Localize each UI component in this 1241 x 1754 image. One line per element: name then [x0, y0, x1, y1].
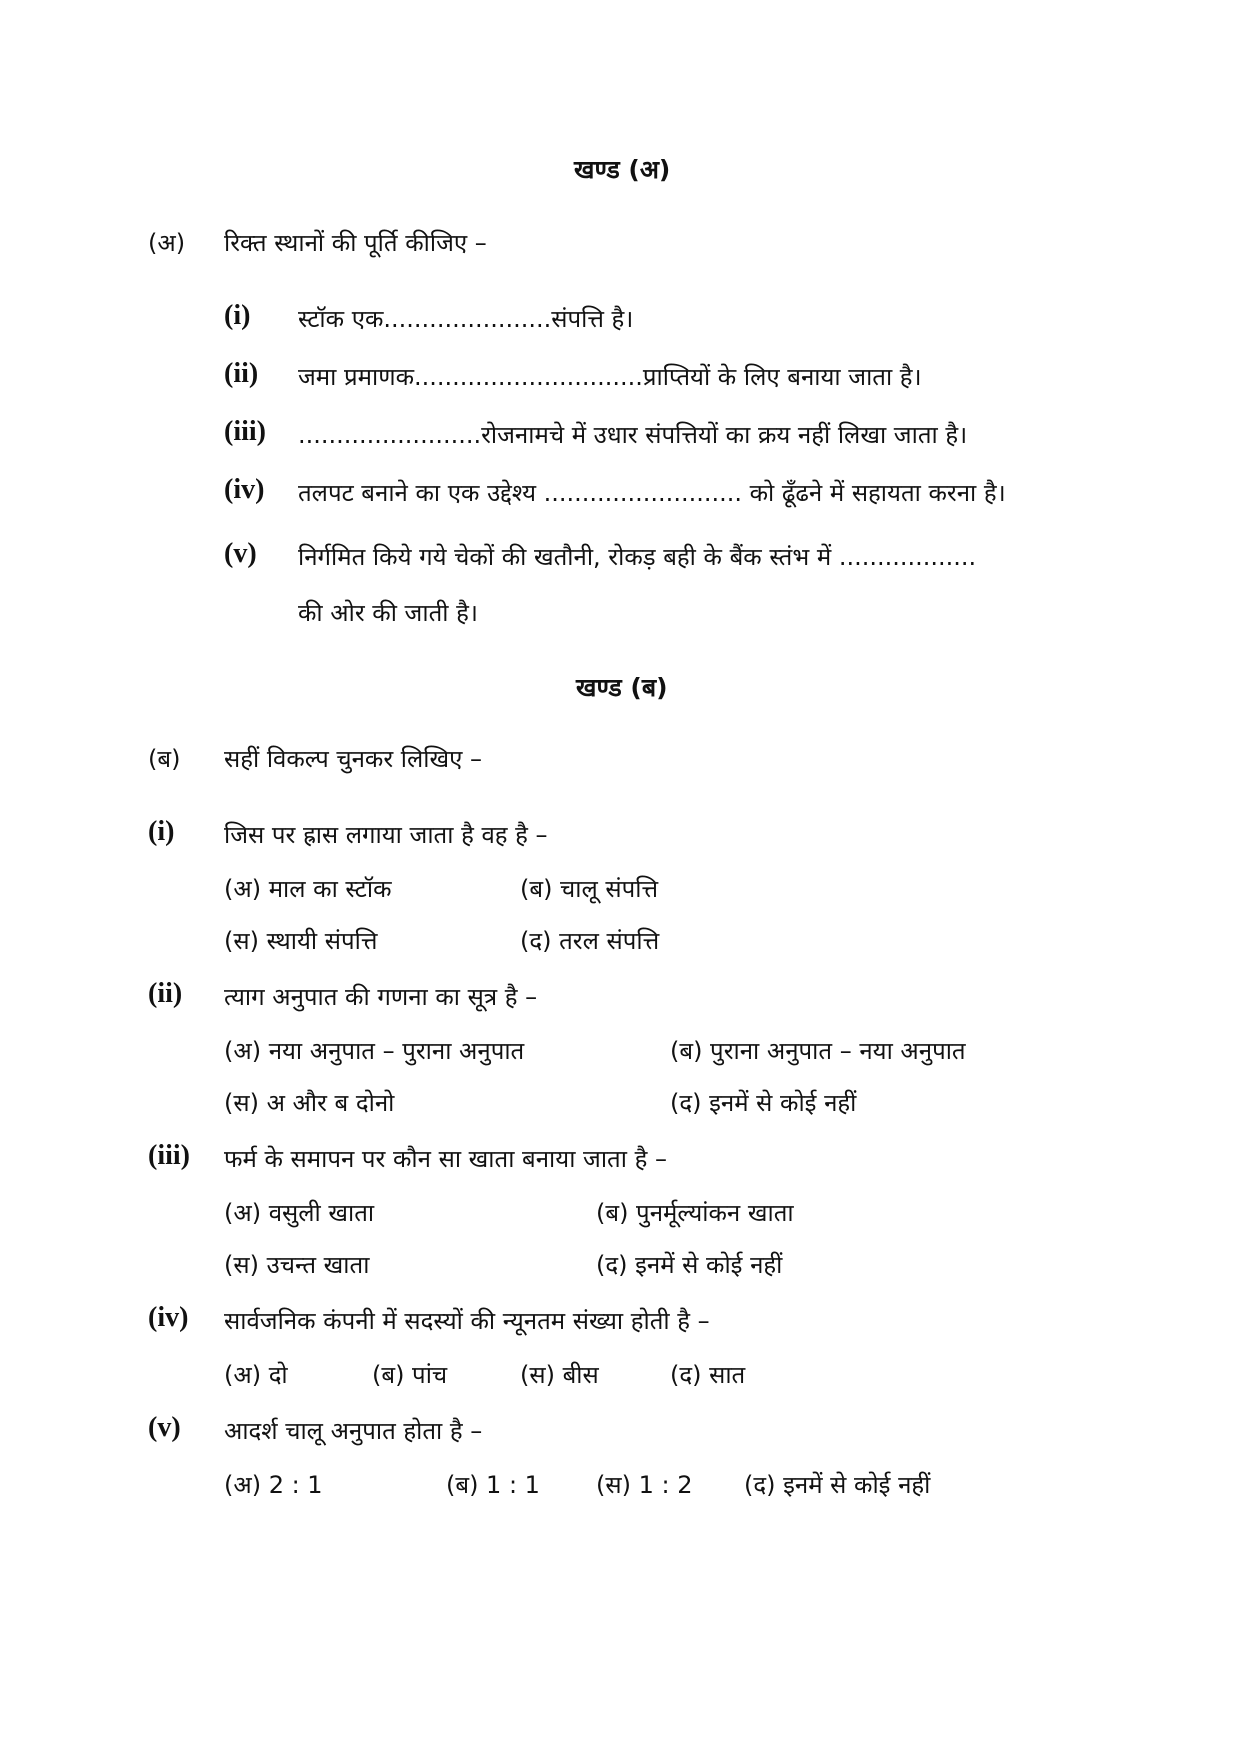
mcq-5-option-b: (ब) 1 : 1	[446, 1471, 540, 1499]
mcq-5-number: (v)	[148, 1412, 181, 1443]
mcq-3-option-d: (द) इनमें से कोई नहीं	[596, 1251, 783, 1279]
mcq-3-question: फर्म के समापन पर कौन सा खाता बनाया जाता है –	[224, 1145, 667, 1173]
fill-item-5-number: (v)	[224, 538, 257, 569]
fill-item-4-number: (iv)	[224, 474, 265, 505]
section-b-instruction: सहीं विकल्प चुनकर लिखिए –	[224, 745, 483, 773]
mcq-4-question: सार्वजनिक कंपनी में सदस्यों की न्यूनतम संख्या होती है –	[224, 1307, 710, 1335]
section-b-heading: खण्ड (ब)	[576, 673, 668, 702]
mcq-2-option-d: (द) इनमें से कोई नहीं	[670, 1089, 857, 1117]
mcq-5-option-d: (द) इनमें से कोई नहीं	[744, 1471, 931, 1499]
mcq-4-option-a: (अ) दो	[224, 1361, 288, 1389]
mcq-5-option-a: (अ) 2 : 1	[224, 1471, 323, 1499]
fill-item-4-text: तलपट बनाने का एक उद्देश्य .......................... को ढूँढने में सहायता करना है।	[298, 479, 1006, 507]
mcq-2-question: त्याग अनुपात की गणना का सूत्र है –	[224, 983, 538, 1011]
fill-item-1-text: स्टॉक एक......................संपत्ति है।	[298, 305, 634, 333]
fill-item-2-text: जमा प्रमाणक..............................प्राप्तियों के लिए बनाया जाता है।	[298, 363, 922, 391]
mcq-2-option-c: (स) अ और ब दोनो	[224, 1089, 395, 1117]
section-a-instruction: रिक्त स्थानों की पूर्ति कीजिए –	[224, 229, 487, 257]
fill-item-3-number: (iii)	[224, 416, 266, 447]
mcq-1-option-c: (स) स्थायी संपत्ति	[224, 927, 378, 955]
mcq-1-option-d: (द) तरल संपत्ति	[520, 927, 660, 955]
section-a-marker: (अ)	[148, 229, 186, 257]
fill-item-3-text: ........................रोजनामचे में उधार संपत्तियों का क्रय नहीं लिखा जाता है।	[298, 421, 968, 449]
mcq-3-number: (iii)	[148, 1140, 190, 1171]
fill-item-1-number: (i)	[224, 300, 251, 331]
mcq-1-question: जिस पर ह्रास लगाया जाता है वह है –	[224, 821, 548, 849]
mcq-3-option-b: (ब) पुनर्मूल्यांकन खाता	[596, 1199, 794, 1227]
mcq-4-number: (iv)	[148, 1302, 189, 1333]
section-a-heading: खण्ड (अ)	[574, 155, 671, 184]
mcq-3-option-c: (स) उचन्त खाता	[224, 1251, 370, 1279]
mcq-1-option-a: (अ) माल का स्टॉक	[224, 875, 392, 903]
mcq-2-option-b: (ब) पुराना अनुपात – नया अनुपात	[670, 1037, 966, 1065]
mcq-3-option-a: (अ) वसुली खाता	[224, 1199, 375, 1227]
mcq-2-option-a: (अ) नया अनुपात – पुराना अनुपात	[224, 1037, 525, 1065]
mcq-1-number: (i)	[148, 816, 175, 847]
mcq-1-option-b: (ब) चालू संपत्ति	[520, 875, 659, 903]
fill-item-2-number: (ii)	[224, 358, 259, 389]
mcq-5-question: आदर्श चालू अनुपात होता है –	[224, 1417, 483, 1445]
fill-item-5-text: निर्गमित किये गये चेकों की खतौनी, रोकड़ बही के बैंक स्तंभ में ..................	[298, 543, 977, 571]
mcq-4-option-b: (ब) पांच	[372, 1361, 448, 1389]
section-b-marker: (ब)	[148, 745, 181, 773]
mcq-4-option-c: (स) बीस	[520, 1361, 599, 1389]
fill-item-5-text-continued: की ओर की जाती है।	[298, 599, 478, 627]
mcq-2-number: (ii)	[148, 978, 183, 1009]
mcq-4-option-d: (द) सात	[670, 1361, 746, 1389]
mcq-5-option-c: (स) 1 : 2	[596, 1471, 693, 1499]
